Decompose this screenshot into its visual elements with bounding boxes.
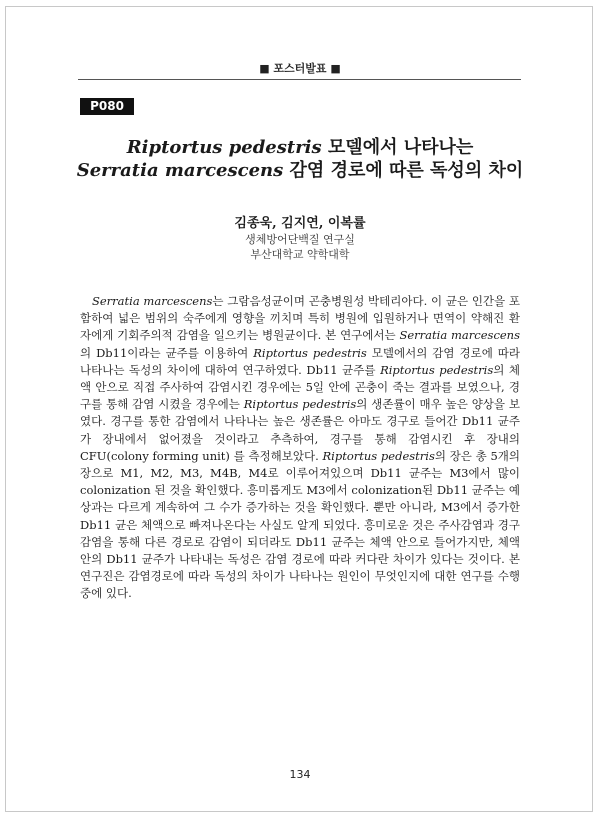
affiliation-lab: 생체방어단백질 연구실 <box>245 233 355 246</box>
page-number: 134 <box>289 768 311 781</box>
affiliation-university: 부산대학교 약학대학 <box>250 248 350 261</box>
title-line-1 <box>60 136 540 159</box>
abstract-text: 는 그람음성균이며 곤충병원성 박테리아다. 이 균은 인간을 포함하여 넓은 범위의 숙주에게 영향을 끼치며 특히 병원에 입원하거나 면역이 약해진 환자에게 기회주의적 감염을 일으키는 병원균이다. 본 연구에서는 <box>80 294 521 343</box>
author-list: 김종욱, 김지연, 이복률 <box>234 216 366 231</box>
abstract-indent <box>80 294 92 308</box>
title-line-2 <box>60 159 540 182</box>
poster-code-badge: P080 <box>80 98 134 115</box>
paper-title <box>60 136 540 182</box>
abstract-text: 의 생존률이 매우 높은 양상을 보였다. 경구를 통한 감염에서 나타나는 높은 생존률은 아마도 경구로 들어간 Db11 균주가 장내에서 없어졌을 것이라고 추측하여, 경구를 통해 감염시킨 후 장내의 CFU(colony forming unit) 를 측정해보았다. <box>80 397 521 463</box>
abstract-text: 의 Db11이라는 균주를 이용하여 <box>80 345 254 360</box>
section-header: ■ 포스터발표 ■ <box>259 62 341 75</box>
header-divider <box>78 79 521 80</box>
abstract-text: 의 체액 안으로 직접 주사하여 감염시킨 경우에는 5일 안에 곤충이 죽는 결과를 보였으나, 경구를 통해 감염 시켰을 경우에는 <box>80 362 521 412</box>
abstract-species: Riptortus pedestris <box>380 362 494 377</box>
abstract-species: Riptortus pedestris <box>322 448 435 463</box>
abstract-species: Serratia marcescens <box>399 328 520 343</box>
title-species-1: Riptortus pedestris <box>126 137 322 158</box>
abstract-text: 모델에서의 감염 경로에 따라 나타나는 독성의 차이에 대하여 연구하였다. Db11 균주를 <box>80 345 520 377</box>
abstract-species: Riptortus pedestris <box>253 345 367 360</box>
abstract-body <box>80 293 520 603</box>
abstract-species: Riptortus pedestris <box>243 397 357 412</box>
title-species-2: Serratia marcescens <box>76 160 284 181</box>
abstract-text: 의 장은 총 5개의 장으로 M1, M2, M3, M4B, M4로 이루어져있으며 Db11 균주는 M3에서 많이 colonization 된 것을 확인했다. 흥미롭게도 M3에서 colonization된 Db11 균주는 예상과는 다르게 계속하여 그 수가 증가하는 것을 확인했다. 뿐만 아니라, M3에서 증가한 Db11 균은 체액으로 빠져나온다는 사실도 알게 되었다. 흥미로운 것은 주사감염과 경구감염을 통해 다른 경로로 감염이 되더라도 Db11 균주는 체액 안으로 들어가지만, 체액 안의 Db11 균주가 나타내는 독성은 감염 경로에 따라 커다란 차이가 있다는 것이다. 본 연구진은 감염경로에 따라 독성의 차이가 나타나는 원인이 무엇인지에 대한 연구를 수행 중에 있다. <box>80 448 521 601</box>
abstract-species: Serratia marcescens <box>92 294 213 308</box>
title-text-1: 모델에서 나타나는 <box>321 137 474 158</box>
affiliation <box>0 232 600 262</box>
title-text-2: 감염 경로에 따른 독성의 차이 <box>283 160 524 181</box>
